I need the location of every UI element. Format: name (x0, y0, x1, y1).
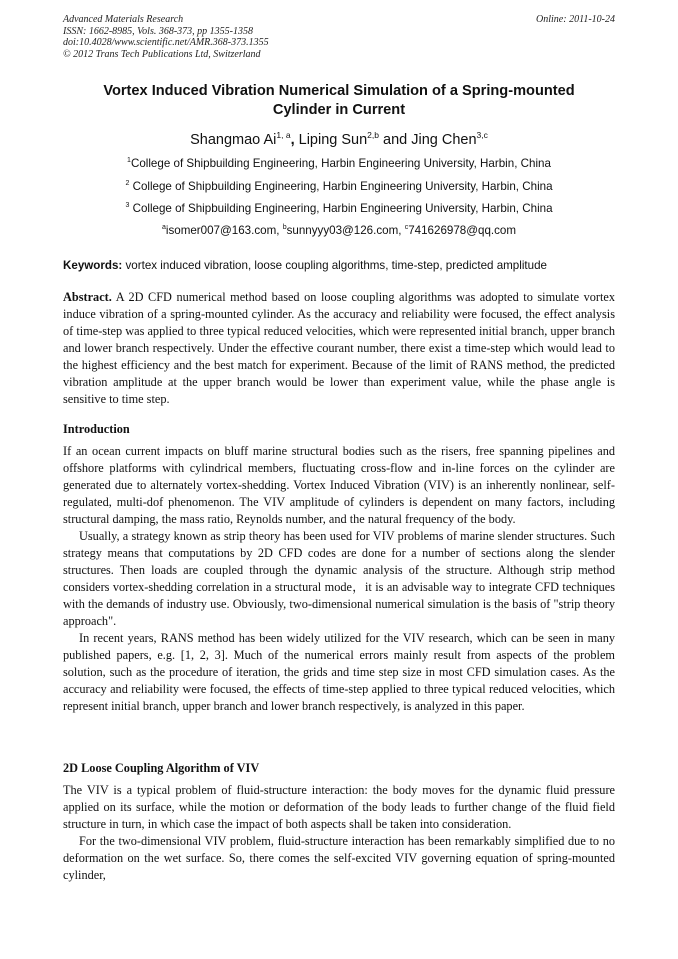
email-b: sunnyyy03@126.com, (286, 224, 405, 237)
section-2-paragraph-1: The VIV is a typical problem of fluid-structure interaction: the body moves for the dynamic fluid pressure applied on its surface, while the motion or deformation of the body leads to further change of the fluid field structure in turn, in which case the impact of both aspects shall be taken into consideration. (63, 783, 615, 831)
intro-paragraph-2: Usually, a strategy known as strip theory has been used for VIV problems of marine slender structures. Such strategy means that computations by 2D CFD codes are done for a number of sections along the slender structures. Then loads are coupled through the dynamic analysis of the structure. Although strip method considers vortex-shedding correlation in a structural mode，it is an advisable way to integrate CFD techniques with the demands of industry use. Obviously, two-dimensional numerical simulation is the basis of "strip theory approach". (63, 529, 615, 628)
affiliation-2 (63, 179, 615, 194)
keywords-text: vortex induced vibration, loose coupling algorithms, time-step, predicted amplitude (122, 259, 547, 272)
title-line-1: Vortex Induced Vibration Numerical Simulation of a Spring-mounted (103, 83, 575, 99)
author-2-sup: 2,b (367, 130, 379, 140)
doi-line: doi:10.4028/www.scientific.net/AMR.368-373.1355 (63, 37, 269, 48)
journal-header (63, 14, 615, 60)
affiliation-3-sup: 3 (125, 202, 130, 209)
email-list (63, 223, 615, 238)
email-c: 741626978@qq.com (408, 224, 517, 237)
affiliation-1-sup: 1 (127, 157, 131, 164)
keywords (63, 258, 623, 273)
affiliation-2-sup: 2 (125, 180, 130, 187)
abstract-text: A 2D CFD numerical method based on loose coupling algorithms was adopted to simulate vortex induce vibration of a spring-mounted cylinder. As the accuracy and reliability were focused, the effect analysis of time-step was applied to three typical reduced velocities, which were represented initial branch, upper branch and lower branch respectively. Under the effective courant number, there exist a time-step which would lead to the highest efficiency and the best match for experiment. Because of the limit of RANS method, the predicted vibration amplitude at the upper branch would be lower than experiment value, while the phase angle is sensitive to time step. (63, 290, 615, 406)
author-3-name: Jing Chen (411, 132, 477, 148)
keywords-label: Keywords: (63, 259, 123, 272)
title-line-2: Cylinder in Current (272, 102, 406, 118)
introduction-body (63, 443, 615, 715)
author-separator-2: and (378, 132, 412, 148)
author-2-name: Liping Sun (298, 132, 368, 148)
affiliation-3 (63, 201, 615, 216)
intro-paragraph-1: If an ocean current impacts on bluff marine structural bodies such as the risers, free spanning pipelines and offshore platforms with cylindrical members, fluctuating cross-flow and in-line forces on the cylinder are generated due to alternately vortex-shedding. Vortex Induced Vibration (VIV) is an inherently nonlinear, self-regulated, multi-dof phenomenon. The VIV amplitude of cylinders is dependent on many factors, including structural damping, the mass ratio, Reynolds number, and the natural frequency of the body. (63, 444, 615, 526)
affiliation-1 (63, 156, 615, 171)
email-a: isomer007@163.com, (165, 224, 283, 237)
copyright-line: © 2012 Trans Tech Publications Ltd, Switzerland (63, 48, 261, 60)
abstract-label: Abstract. (63, 290, 112, 304)
author-1-sup: 1, a (276, 130, 291, 140)
online-date: Online: 2011-10-24 (536, 14, 615, 25)
affiliation-3-text: College of Shipbuilding Engineering, Harbin Engineering University, Harbin, China (129, 202, 553, 215)
affiliation-1-text: College of Shipbuilding Engineering, Harbin Engineering University, Harbin, China (130, 157, 551, 170)
author-list (63, 130, 615, 150)
abstract (63, 289, 615, 408)
paper-title (63, 82, 615, 120)
journal-name: Advanced Materials Research (63, 14, 184, 25)
author-3-sup: 3,c (476, 130, 488, 140)
email-c-sup: c (404, 224, 409, 231)
section-2-heading: 2D Loose Coupling Algorithm of VIV (63, 761, 260, 775)
issn-line: ISSN: 1662-8985, Vols. 368-373, pp 1355-1358 (63, 25, 253, 37)
section-2-body (63, 782, 615, 884)
author-1-name: Shangmao Ai (190, 132, 277, 148)
email-a-sup: a (161, 224, 166, 231)
intro-paragraph-3: In recent years, RANS method has been widely utilized for the VIV research, which can be seen in many published papers, e.g. [1, 2, 3]. Much of the numerical errors mainly result from aspects of the problem solution, such as the procedure of iteration, the grids and time step size in most CFD simulation cases. As the accuracy and reliability were focused, the effects of time-step applied to three typical reduced velocities, which represent initial branch, upper branch and lower branch respectively, is analyzed in this paper. (63, 631, 615, 713)
section-2-paragraph-2: For the two-dimensional VIV problem, fluid-structure interaction has been remarkably simplified due to no deformation on the wet surface. So, there comes the self-excited VIV governing equation of spring-mounted cylinder, (63, 834, 615, 882)
affiliation-2-text: College of Shipbuilding Engineering, Harbin Engineering University, Harbin, China (129, 180, 553, 193)
introduction-heading: Introduction (63, 422, 130, 436)
author-separator-1: , (290, 132, 299, 148)
email-b-sup: b (282, 224, 287, 231)
